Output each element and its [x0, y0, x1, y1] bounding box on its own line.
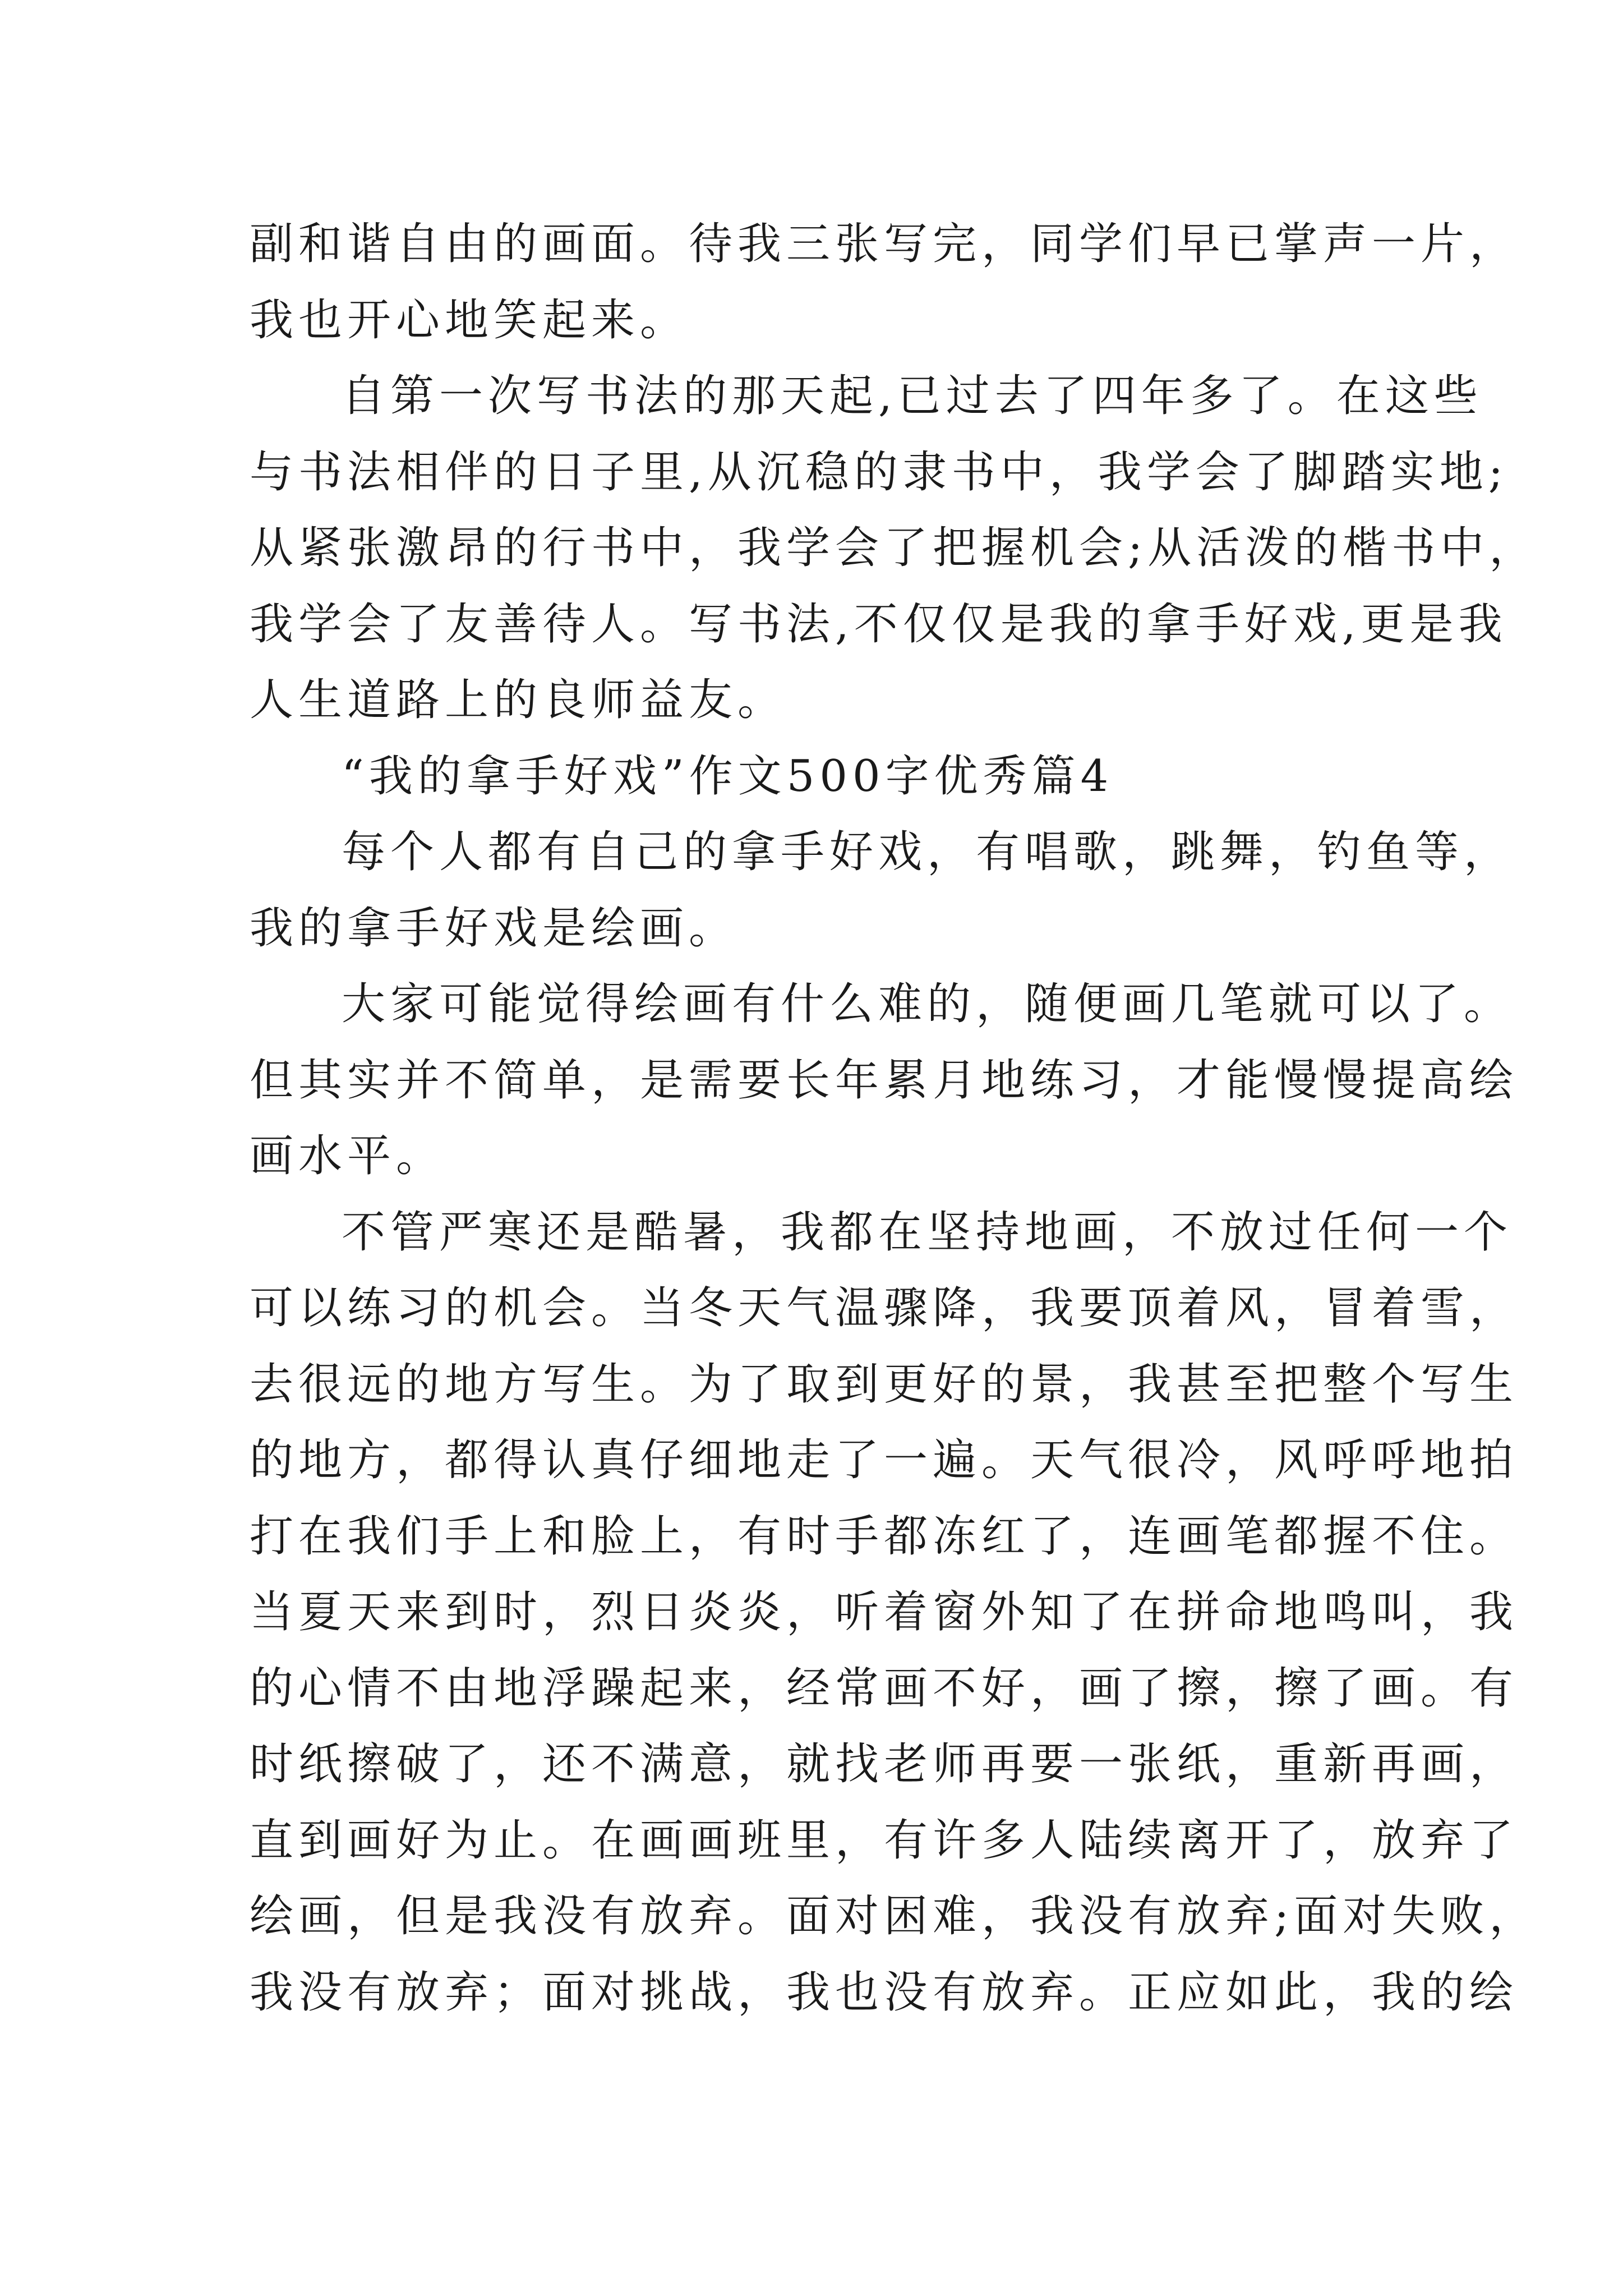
text-line: 的地方，都得认真仔细地走了一遍。天气很冷，风呼呼地拍 — [250, 1435, 1519, 1485]
document-body — [250, 206, 1538, 2031]
text-line: 的心情不由地浮躁起来，经常画不好，画了擦，擦了画。有 — [250, 1663, 1519, 1714]
text-line: 当夏天来到时，烈日炎炎，听着窗外知了在拼命地鸣叫，我 — [250, 1587, 1519, 1637]
text-line: 绘画，但是我没有放弃。面对困难，我没有放弃;面对失败， — [250, 1891, 1538, 1941]
text-line: 打在我们手上和脸上，有时手都冻红了，连画笔都握不住。 — [250, 1511, 1519, 1562]
text-line: 我的拿手好戏是绘画。 — [250, 903, 738, 954]
text-line: 不管严寒还是酷暑，我都在坚持地画，不放过任何一个 — [342, 1207, 1513, 1258]
text-line: 人生道路上的良师益友。 — [250, 675, 787, 725]
text-line: 每个人都有自己的拿手好戏，有唱歌，跳舞，钓鱼等， — [342, 827, 1513, 877]
text-line: 直到画好为止。在画画班里，有许多人陆续离开了，放弃了 — [250, 1815, 1519, 1866]
text-line: 从紧张激昂的行书中，我学会了把握机会;从活泼的楷书中， — [250, 523, 1538, 573]
text-line: 大家可能觉得绘画有什么难的，随便画几笔就可以了。 — [342, 979, 1513, 1029]
text-line: 可以练习的机会。当冬天气温骤降，我要顶着风，冒着雪， — [250, 1283, 1519, 1333]
text-line: 我也开心地笑起来。 — [250, 295, 689, 346]
section-heading: “我的拿手好戏”作文500字优秀篇4 — [342, 751, 1114, 802]
text-line: 我学会了友善待人。写书法,不仅仅是我的拿手好戏,更是我 — [250, 599, 1507, 650]
text-line: 但其实并不简单，是需要长年累月地练习，才能慢慢提高绘 — [250, 1055, 1519, 1106]
text-line: 副和谐自由的画面。待我三张写完，同学们早已掌声一片， — [250, 219, 1519, 269]
text-line: 去很远的地方写生。为了取到更好的景，我甚至把整个写生 — [250, 1359, 1519, 1410]
text-line: 画水平。 — [250, 1131, 445, 1181]
text-line: 自第一次写书法的那天起,已过去了四年多了。在这些 — [342, 371, 1483, 421]
text-line: 我没有放弃；面对挑战，我也没有放弃。正应如此，我的绘 — [250, 1967, 1519, 2018]
text-line: 时纸擦破了，还不满意，就找老师再要一张纸，重新再画， — [250, 1739, 1519, 1789]
text-line: 与书法相伴的日子里,从沉稳的隶书中，我学会了脚踏实地; — [250, 447, 1509, 498]
